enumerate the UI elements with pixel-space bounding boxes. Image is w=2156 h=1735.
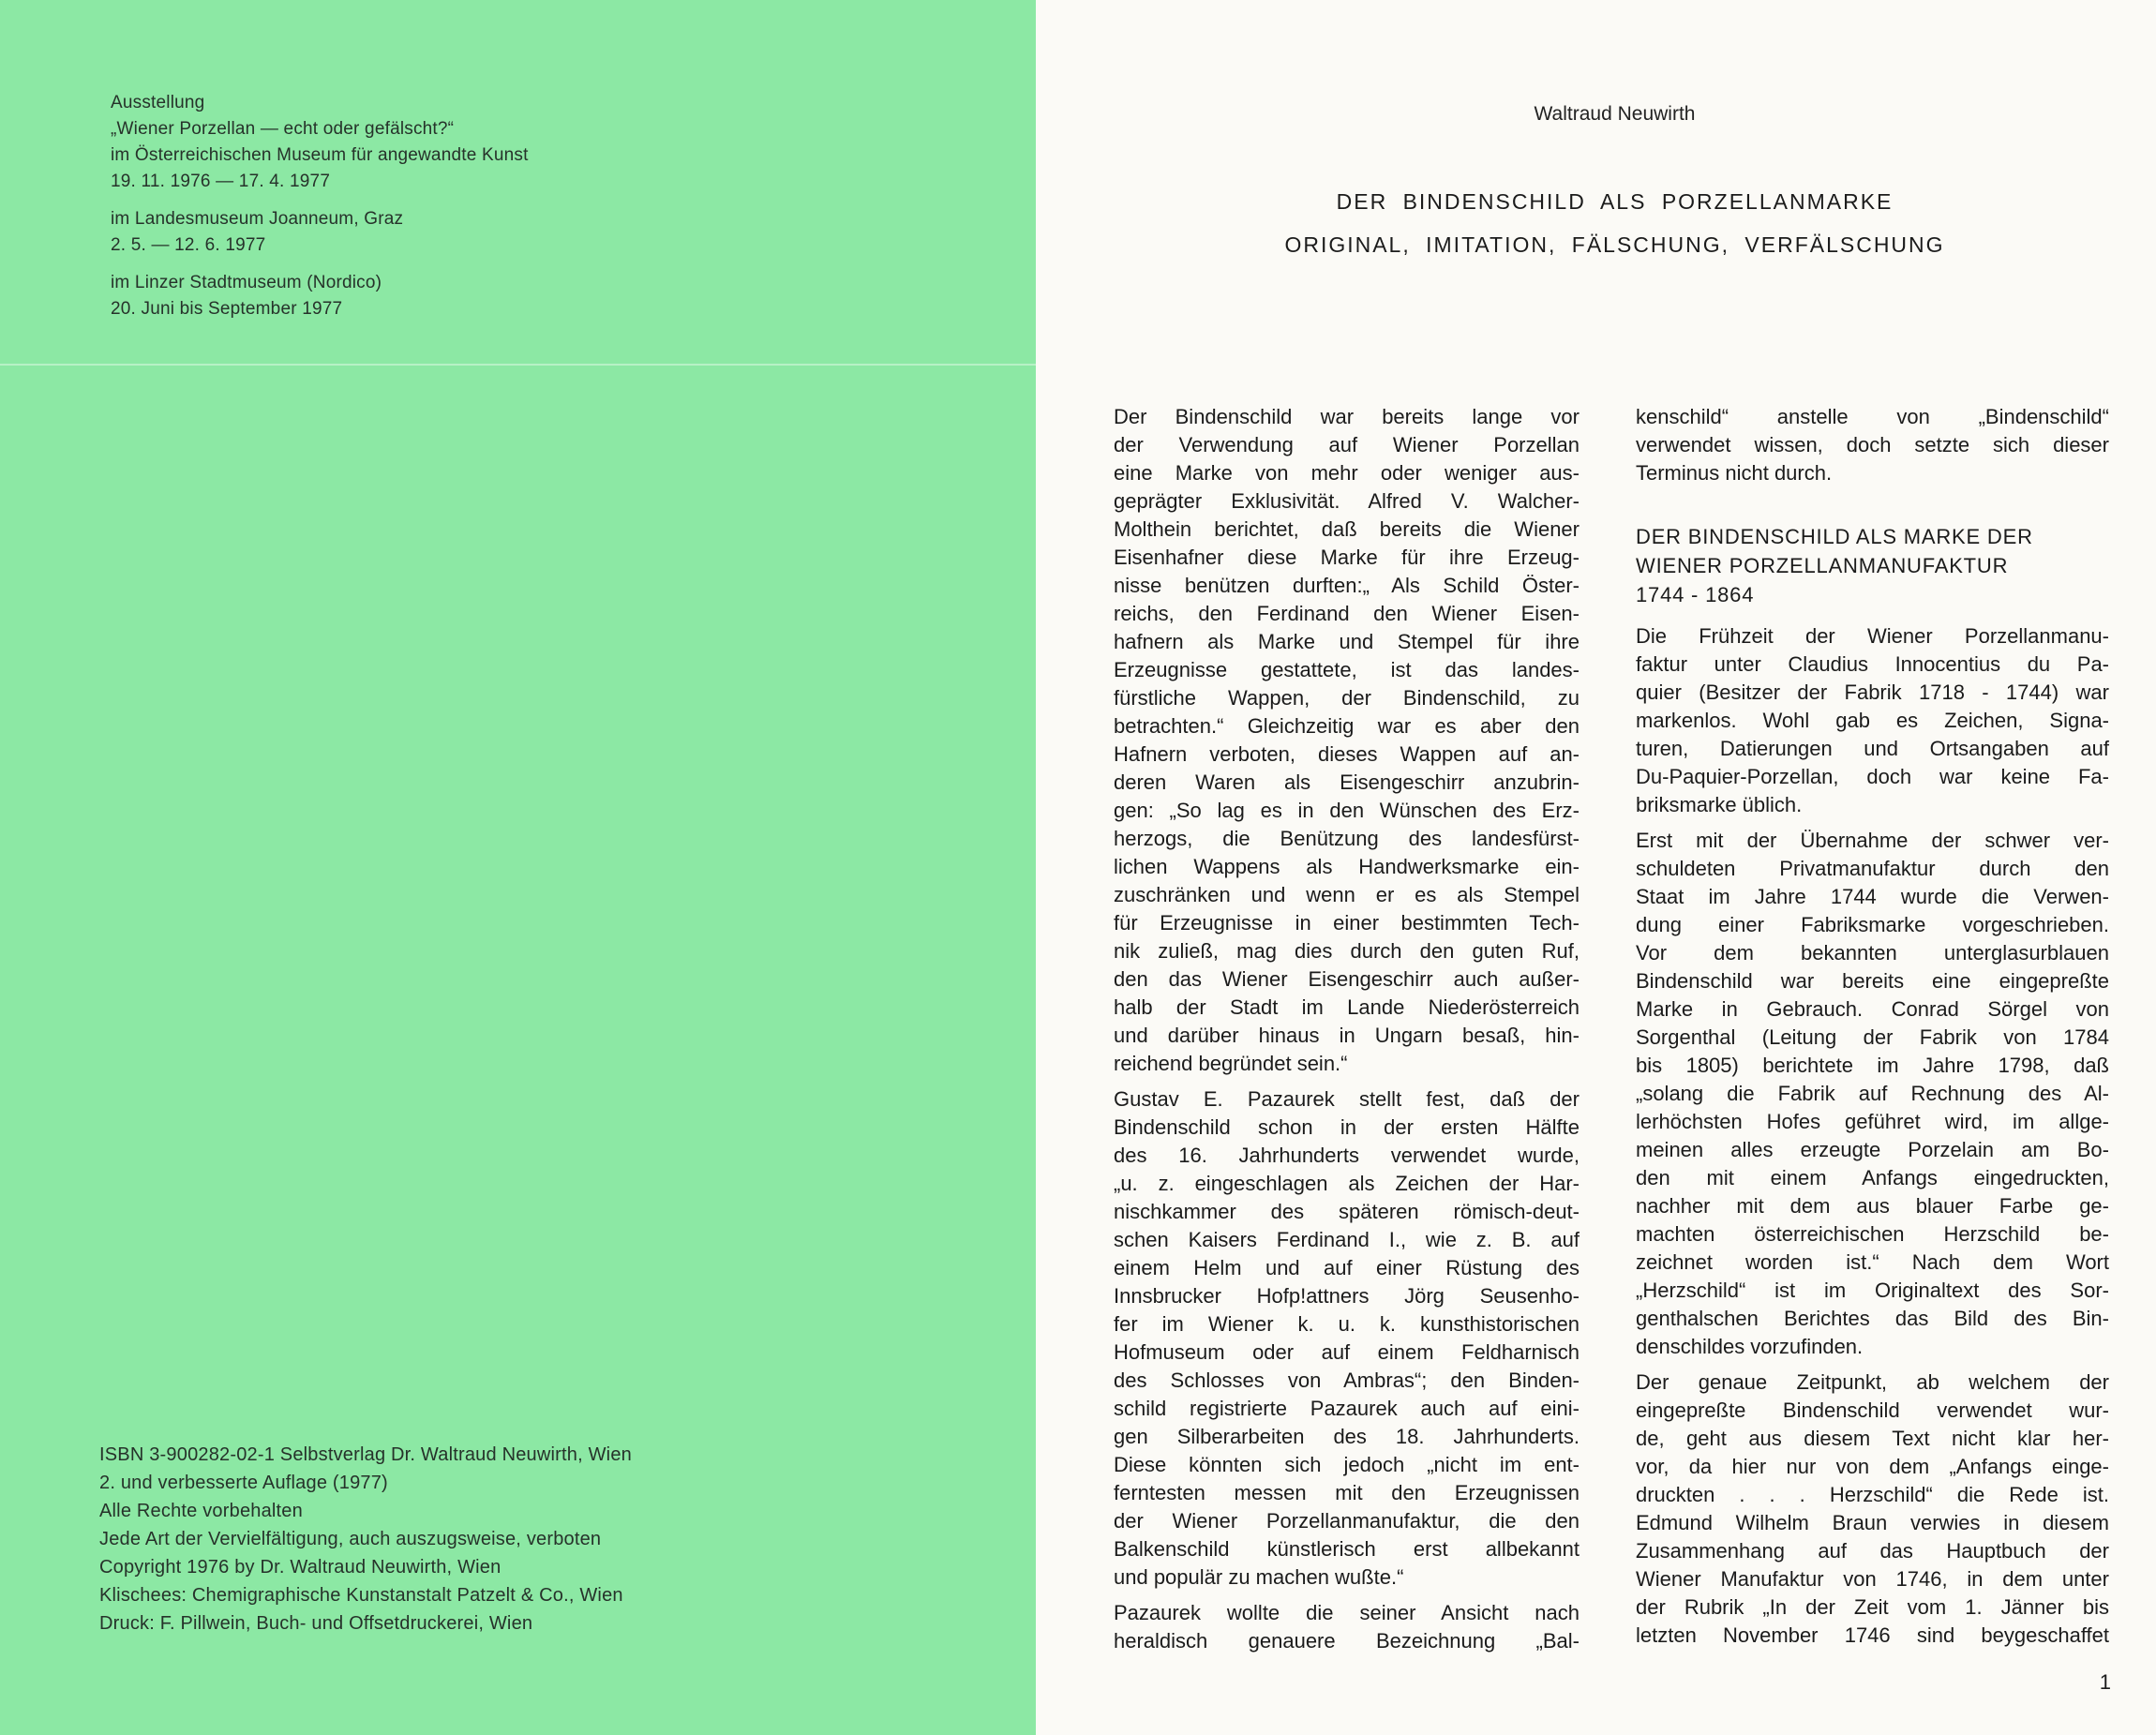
left-page: [0, 0, 1036, 1735]
text-line: im Linzer Stadtmuseum (Nordico): [111, 273, 382, 292]
paragraph: [1636, 552, 2109, 580]
text-line: Staat im Jahre 1744 wurde die Verwen-: [1636, 885, 2109, 908]
text-line: quier (Besitzer der Fabrik 1718 - 1744) war: [1636, 681, 2109, 704]
paragraph: [1636, 827, 2109, 1361]
text-line: Jede Art der Vervielfältigung, auch auszugsweise, verboten: [99, 1529, 602, 1549]
text-line: der Rubrik „In der Zeit vom 1. Jänner bis: [1636, 1595, 2109, 1619]
text-line: im Österreichischen Museum für angewandte Kunst: [111, 145, 529, 165]
paragraph: [1636, 523, 2109, 551]
text-line: Edmund Wilhelm Braun verwies in diesem: [1636, 1511, 2109, 1534]
text-line: Eisenhafner diese Marke für ihre Erzeug-: [1114, 546, 1580, 569]
text-line: betrachten.“ Gleichzeitig war es aber den: [1114, 714, 1580, 738]
text-line: Bindenschild schon in der ersten Hälfte: [1114, 1115, 1580, 1139]
text-line: lichen Wappens als Handwerksmarke ein-: [1114, 855, 1580, 878]
text-line: Balkenschild künstlerisch erst allbekannt: [1114, 1537, 1580, 1561]
text-line: Terminus nicht durch.: [1636, 461, 1833, 485]
text-line: schuldeten Privatmanufaktur durch den: [1636, 857, 2109, 880]
text-line: Die Frühzeit der Wiener Porzellanmanu-: [1636, 624, 2109, 648]
text-line: halb der Stadt im Lande Niederösterreich: [1114, 995, 1580, 1019]
text-line: denschildes vorzufinden.: [1636, 1335, 1864, 1358]
text-line: und darüber hinaus in Ungarn besaß, hin-: [1114, 1024, 1580, 1047]
text-line: Innsbrucker Hofp!attners Jörg Seusenho-: [1114, 1284, 1580, 1308]
text-line: der Verwendung auf Wiener Porzellan: [1114, 433, 1580, 456]
paragraph: [1636, 1369, 2109, 1650]
text-line: Pazaurek wollte die seiner Ansicht nach: [1114, 1601, 1580, 1624]
text-line: den das Wiener Eisengeschirr auch außer-: [1114, 967, 1580, 991]
text-line: Der Bindenschild war bereits lange vor: [1114, 405, 1580, 428]
text-line: im Landesmuseum Joanneum, Graz: [111, 209, 404, 229]
text-line: reichend begründet sein.“: [1114, 1052, 1348, 1075]
text-line: den mit einem Anfangs eingedruckten,: [1636, 1166, 2109, 1189]
text-line: gen Silberarbeiten des 18. Jahrhunderts.: [1114, 1425, 1580, 1448]
text-line: herzogs, die Benützung des landesfürst-: [1114, 827, 1580, 850]
text-line: Druck: F. Pillwein, Buch- und Offsetdruckerei, Wien: [99, 1613, 533, 1634]
text-line: 19. 11. 1976 — 17. 4. 1977: [111, 172, 331, 191]
text-line: Gustav E. Pazaurek stellt fest, daß der: [1114, 1087, 1580, 1111]
paragraph: [1114, 1085, 1580, 1592]
paragraph: [1114, 1599, 1580, 1655]
text-line: Marke in Gebrauch. Conrad Sörgel von: [1636, 997, 2109, 1021]
text-line: eingepreßte Bindenschild verwendet wur-: [1636, 1398, 2109, 1422]
text-line: druckten . . . Herzschild“ die Rede ist.: [1636, 1483, 2109, 1506]
text-line: Molthein berichtet, daß bereits die Wiener: [1114, 517, 1580, 541]
text-line: fürstliche Wappen, der Bindenschild, zu: [1114, 686, 1580, 710]
text-line: Hafnern verboten, dieses Wappen auf an-: [1114, 742, 1580, 766]
text-line: Zusammenhang auf das Hauptbuch der: [1636, 1539, 2109, 1563]
text-line: „Wiener Porzellan — echt oder gefälscht?“: [111, 119, 455, 139]
imprint-block: [99, 1441, 632, 1638]
text-line: Vor dem bekannten unterglasurblauen: [1636, 941, 2109, 965]
text-line: Erzeugnisse gestattete, ist das landes-: [1114, 658, 1580, 681]
paragraph: [1636, 581, 2109, 609]
page-number: 1: [2099, 1670, 2111, 1694]
text-line: Du-Paquier-Porzellan, doch war keine Fa-: [1636, 765, 2109, 788]
text-line: de, geht aus diesem Text nicht klar her-: [1636, 1427, 2109, 1450]
exhibition-info-block: [111, 90, 529, 322]
text-line: genthalschen Berichtes das Bild des Bin-: [1636, 1307, 2109, 1330]
paper-crease: [0, 364, 1036, 366]
text-line: markenlos. Wohl gab es Zeichen, Signa-: [1636, 709, 2109, 732]
text-line: nachher mit dem aus blauer Farbe ge-: [1636, 1194, 2109, 1218]
text-line: vor, da hier nur von dem „Anfangs einge-: [1636, 1455, 2109, 1478]
text-line: fer im Wiener k. u. k. kunsthistorischen: [1114, 1312, 1580, 1336]
text-line: bis 1805) berichtete im Jahre 1798, daß: [1636, 1054, 2109, 1077]
text-line: Der genaue Zeitpunkt, ab welchem der: [1636, 1370, 2109, 1394]
text-line: Sorgenthal (Leitung der Fabrik von 1784: [1636, 1025, 2109, 1049]
text-line: zuschränken und wenn er es als Stempel: [1114, 883, 1580, 906]
text-line: 2. und verbesserte Auflage (1977): [99, 1473, 388, 1493]
paragraph: [1636, 403, 2109, 487]
text-line: des Schlosses von Ambras“; den Binden-: [1114, 1369, 1580, 1392]
text-group: [111, 90, 529, 195]
text-line: 1744 - 1864: [1636, 583, 1755, 606]
text-line: für Erzeugnisse in einer bestimmten Tech-: [1114, 911, 1580, 935]
text-line: nisse benützen durften:„ Als Schild Öster-: [1114, 574, 1580, 597]
text-line: dung einer Fabriksmarke vorgeschrieben.: [1636, 913, 2109, 936]
text-line: Hofmuseum oder auf einem Feldharnisch: [1114, 1340, 1580, 1364]
text-line: Ausstellung: [111, 93, 205, 112]
text-line: „solang die Fabrik auf Rechnung des Al-: [1636, 1082, 2109, 1105]
text-line: des 16. Jahrhunderts verwendet wurde,: [1114, 1144, 1580, 1167]
text-group: [111, 270, 529, 322]
text-line: Wiener Manufaktur von 1746, in dem unter: [1636, 1567, 2109, 1591]
page-title-line-2: ORIGINAL, IMITATION, FÄLSCHUNG, VERFÄLSCHUNG: [1284, 232, 1945, 257]
text-line: „Herzschild“ ist im Originaltext des Sor-: [1636, 1279, 2109, 1302]
text-line: nischkammer des späteren römisch-deut-: [1114, 1200, 1580, 1223]
text-line: einem Helm und auf einer Rüstung des: [1114, 1256, 1580, 1279]
text-line: geprägter Exklusivität. Alfred V. Walcher-: [1114, 489, 1580, 513]
text-line: reichs, den Ferdinand den Wiener Eisen-: [1114, 602, 1580, 625]
paragraph: [1114, 403, 1580, 1078]
text-line: ferntesten messen mit den Erzeugnissen: [1114, 1481, 1580, 1504]
text-line: 20. Juni bis September 1977: [111, 299, 343, 319]
text-line: DER BINDENSCHILD ALS MARKE DER: [1636, 525, 2033, 548]
text-line: turen, Datierungen und Ortsangaben auf: [1636, 737, 2109, 760]
text-line: letzten November 1746 sind beygeschaffet: [1636, 1623, 2109, 1647]
text-line: Erst mit der Übernahme der schwer ver-: [1636, 829, 2109, 852]
text-line: hafnern als Marke und Stempel für ihre: [1114, 630, 1580, 653]
text-line: faktur unter Claudius Innocentius du Pa-: [1636, 652, 2109, 676]
text-line: 2. 5. — 12. 6. 1977: [111, 235, 266, 255]
text-line: lerhöchsten Hofes geführet wird, im allge-: [1636, 1110, 2109, 1133]
text-line: „u. z. eingeschlagen als Zeichen der Har-: [1114, 1172, 1580, 1195]
text-line: Bindenschild war bereits eine eingepreßte: [1636, 969, 2109, 993]
text-column-left: [1114, 403, 1580, 1655]
text-line: und populär zu machen wußte.“: [1114, 1565, 1404, 1589]
text-line: schen Kaisers Ferdinand I., wie z. B. auf: [1114, 1228, 1580, 1251]
text-line: zeichnet worden ist.“ Nach dem Wort: [1636, 1250, 2109, 1274]
text-column-right: [1636, 403, 2109, 1650]
text-line: Diese könnten sich jedoch „nicht im ent-: [1114, 1453, 1580, 1476]
page-title-line-1: DER BINDENSCHILD ALS PORZELLANMARKE: [1336, 189, 1894, 214]
text-line: kenschild“ anstelle von „Bindenschild“: [1636, 405, 2109, 428]
text-line: meinen alles erzeugte Porzelain am Bo-: [1636, 1138, 2109, 1161]
text-line: eine Marke von mehr oder weniger aus-: [1114, 461, 1580, 485]
text-line: Alle Rechte vorbehalten: [99, 1501, 303, 1521]
text-line: Klischees: Chemigraphische Kunstanstalt Patzelt & Co., Wien: [99, 1585, 623, 1606]
text-line: nik zuließ, mag dies durch den guten Ruf,: [1114, 939, 1580, 963]
text-line: verwendet wissen, doch setzte sich dieser: [1636, 433, 2109, 456]
text-line: deren Waren als Eisengeschirr anzubrin-: [1114, 770, 1580, 794]
text-group: [111, 206, 529, 259]
text-line: ISBN 3-900282-02-1 Selbstverlag Dr. Waltraud Neuwirth, Wien: [99, 1444, 632, 1465]
text-line: machten österreichischen Herzschild be-: [1636, 1222, 2109, 1246]
author-name: Waltraud Neuwirth: [1534, 103, 1696, 125]
text-line: gen: „So lag es in den Wünschen des Erz-: [1114, 799, 1580, 822]
text-line: WIENER PORZELLANMANUFAKTUR: [1636, 554, 2009, 577]
text-line: schild registrierte Pazaurek auch auf eini-: [1114, 1397, 1580, 1420]
text-line: heraldisch genauere Bezeichnung „Bal-: [1114, 1629, 1580, 1653]
text-line: Copyright 1976 by Dr. Waltraud Neuwirth, Wien: [99, 1557, 502, 1578]
text-line: briksmarke üblich.: [1636, 793, 1803, 816]
text-line: der Wiener Porzellanmanufaktur, die den: [1114, 1509, 1580, 1533]
paragraph: [1636, 622, 2109, 819]
